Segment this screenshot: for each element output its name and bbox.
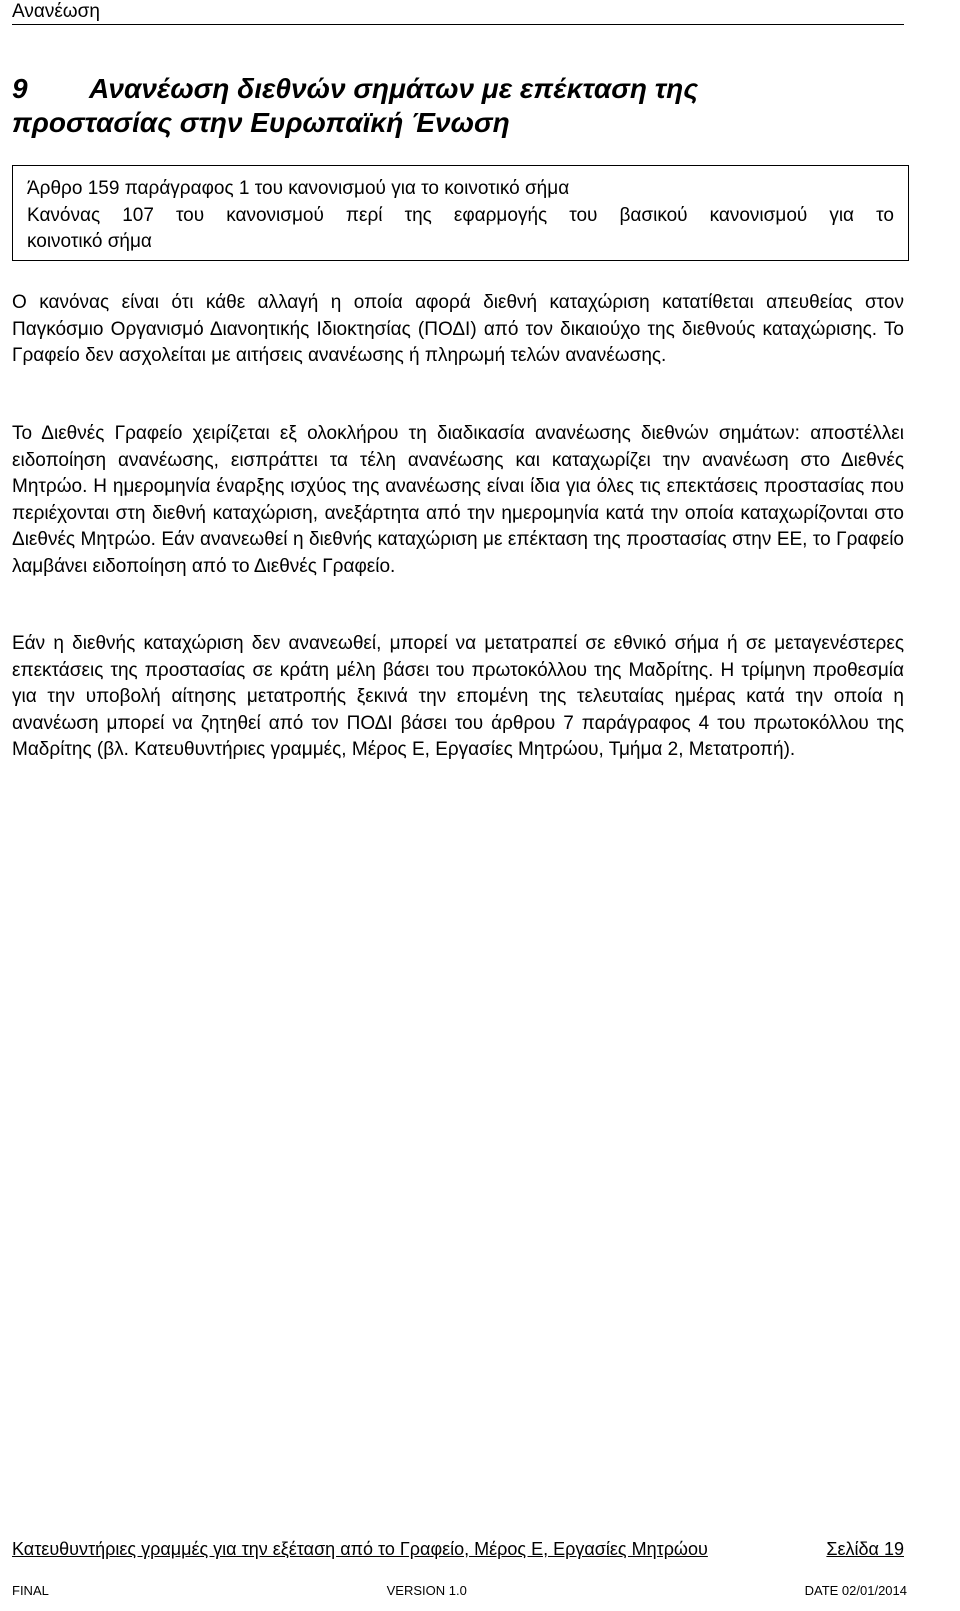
- footer-title-row: [12, 1537, 904, 1561]
- legal-reference-line: κοινοτικό σήμα: [27, 231, 152, 252]
- legal-reference-line: [27, 203, 894, 230]
- footer-page-number: Σελίδα 19: [826, 1539, 904, 1559]
- header-rule: [12, 24, 904, 25]
- section-title-line1: Ανανέωση διεθνών σημάτων με επέκταση της: [89, 73, 699, 104]
- ref-word: του: [175, 204, 205, 226]
- ref-word: το: [876, 204, 894, 226]
- ref-word: Κανόνας: [27, 204, 101, 226]
- section-number: 9: [12, 73, 28, 104]
- body-paragraph: Εάν η διεθνής καταχώριση δεν ανανεωθεί, μπορεί να μετατραπεί σε εθνικό σήμα ή σε μεταγενέστερες επεκτάσεις της προστασίας σε κράτη μέλη βάσει του πρωτοκόλλου της Μαδρίτης. Η τρίμηνη προθεσμία για την υποβολή αίτησης μετατροπής ξεκινά την επομένη της τελευταίας ημέρας κατά την οποία η ανανέωση μπορεί να ζητηθεί από τον ΠΟΔΙ βάσει του άρθρου 7 παράγραφος 4 του πρωτοκόλλου της Μαδρίτης (βλ. Κατευθυντήριες γραμμές, Μέρος Ε, Εργασίες Μητρώου, Τμήμα 2, Μετατροπή).: [12, 633, 904, 760]
- ref-word: 107: [122, 204, 154, 226]
- footer-date: DATE 02/01/2014: [804, 1583, 907, 1598]
- ref-word: για: [829, 204, 855, 226]
- footer-version: VERSION 1.0: [386, 1583, 467, 1598]
- ref-word: του: [569, 204, 598, 226]
- ref-word: της: [404, 204, 432, 226]
- section-title-line2: προστασίας στην Ευρωπαϊκή Ένωση: [12, 107, 510, 138]
- legal-reference-box: [12, 165, 909, 261]
- ref-word: περί: [345, 204, 383, 226]
- ref-word: κανονισμού: [709, 204, 808, 226]
- body-paragraph: Ο κανόνας είναι ότι κάθε αλλαγή η οποία αφορά διεθνή καταχώριση κατατίθεται απευθείας στον Παγκόσμιο Οργανισμό Διανοητικής Ιδιοκτησίας (ΠΟΔΙ) από τον δικαιούχο της διεθνούς καταχώρισης. Το Γραφείο δεν ασχολείται με αιτήσεις ανανέωσης ή πληρωμή τελών ανανέωσης.: [12, 292, 904, 366]
- footer-status: FINAL: [12, 1583, 49, 1598]
- running-header: Ανανέωση: [12, 1, 100, 22]
- ref-word: κανονισμού: [226, 204, 324, 226]
- ref-word: εφαρμογής: [453, 204, 548, 226]
- body-paragraph: Το Διεθνές Γραφείο χειρίζεται εξ ολοκλήρου τη διαδικασία ανανέωσης διεθνών σημάτων: αποστέλλει ειδοποίηση ανανέωσης, εισπράττει τα τέλη ανανέωσης και καταχωρίζει την ανανέωση στο Διεθνές Μητρώο. Η ημερομηνία έναρξης ισχύος της ανανέωσης είναι ίδια για όλες τις επεκτάσεις προστασίας που περιέχονται στη διεθνή καταχώριση, ανεξάρτητα από την ημερομηνία κατά την οποία καταχωρίζονται στο Διεθνές Μητρώο. Εάν ανανεωθεί η διεθνής καταχώριση με επέκταση της προστασίας στην ΕΕ, το Γραφείο λαμβάνει ειδοποίηση από το Διεθνές Γραφείο.: [12, 423, 904, 577]
- footer-guideline-title: Κατευθυντήριες γραμμές για την εξέταση από το Γραφείο, Μέρος Ε, Εργασίες Μητρώου: [12, 1539, 708, 1559]
- ref-word: βασικού: [619, 204, 688, 226]
- legal-reference-line: Άρθρο 159 παράγραφος 1 του κανονισμού για το κοινοτικό σήμα: [27, 178, 570, 199]
- footer-meta-row: [12, 1582, 907, 1600]
